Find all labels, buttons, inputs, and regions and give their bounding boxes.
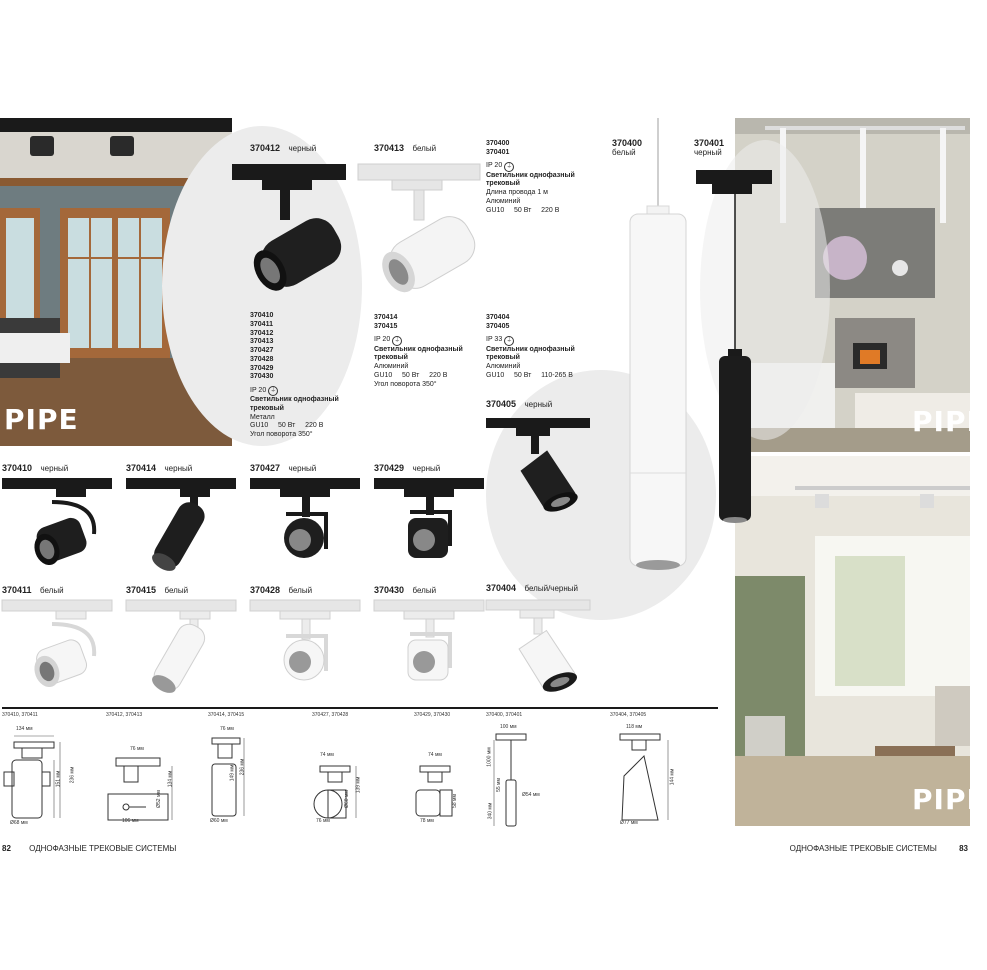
spotlight-image-370430 <box>374 596 486 696</box>
product-color: белый <box>164 586 189 595</box>
drawing-3 <box>208 712 308 830</box>
dim-label: 100 мм <box>500 724 517 730</box>
spec-line: Алюминий <box>374 363 409 370</box>
spec-line: Алюминий <box>486 363 521 370</box>
dim-label: 74 мм <box>320 752 334 758</box>
spec-block-3 <box>486 140 575 215</box>
spec-line: GU10 50 Вт 220 В <box>374 371 448 379</box>
dim-label: Ø54 мм <box>522 792 540 798</box>
spotlight-image-370415 <box>126 596 238 696</box>
dim-label: 236 мм <box>239 758 246 776</box>
product-color: черный <box>164 464 193 473</box>
product-code: 370405 <box>486 399 517 409</box>
product-code: 370401 <box>694 138 725 148</box>
footer-left <box>2 844 176 853</box>
product-code: 370412 <box>250 143 281 153</box>
code-line: 370411 <box>250 320 273 328</box>
code-line: 370410 <box>250 312 274 319</box>
dim-label: 151 мм <box>55 770 62 788</box>
spec-line: Алюминий <box>486 197 521 205</box>
spotlight-image-370413 <box>358 160 483 310</box>
code-line: 370427 <box>250 347 274 354</box>
dim-label: 55 мм <box>495 778 502 792</box>
spec-block-1 <box>250 312 339 440</box>
product-color: черный <box>40 464 69 473</box>
dim-label: 74 мм <box>428 752 442 758</box>
ground-icon: ⏚ <box>506 337 513 344</box>
product-code: 370413 <box>374 143 405 153</box>
page-number: 82 <box>2 844 11 853</box>
dim-label: 118 мм <box>626 724 643 730</box>
spec-block-4 <box>486 314 575 381</box>
pendant-image-370400 <box>625 118 695 573</box>
drawing-2 <box>106 712 206 830</box>
spec-block-2 <box>374 314 463 389</box>
code-line: 370412 <box>250 329 274 337</box>
product-color: черный <box>288 464 317 473</box>
drawings-divider <box>2 707 718 709</box>
code-line: 370413 <box>250 338 274 346</box>
spec-line: GU10 50 Вт 110-265 В <box>486 371 573 379</box>
pendant-label-370401 <box>694 138 724 158</box>
product-code: 370428 <box>250 585 281 595</box>
dim-label: 134 мм <box>167 770 174 788</box>
drawing-caption: 370404, 370405 <box>610 712 647 718</box>
drawing-caption: 370412, 370413 <box>106 712 143 718</box>
ip-text: IP 20 <box>374 336 391 344</box>
dim-label: 139 мм <box>355 776 362 794</box>
code-line: 370405 <box>486 322 510 330</box>
product-code: 370411 <box>2 585 32 595</box>
ip-text: IP 33 <box>486 336 503 344</box>
product-color: черный <box>694 148 722 158</box>
product-code: 370414 <box>126 463 157 473</box>
spotlight-image-370405 <box>486 412 596 512</box>
product-code: 370400 <box>612 138 643 148</box>
spotlight-image-370410 <box>2 474 114 574</box>
drawing-caption: 370427, 370428 <box>312 712 349 718</box>
spec-title: Светильник однофазный <box>374 345 463 353</box>
photo-label-right-top: PIPE <box>912 405 987 438</box>
drawing-caption: 370429, 370430 <box>414 712 451 718</box>
spec-title: Светильник однофазный <box>486 345 575 353</box>
spotlight-image-370414 <box>126 474 238 574</box>
product-color: черный <box>412 464 441 473</box>
spec-title: трековый <box>486 180 520 188</box>
code-line: 370428 <box>250 355 274 363</box>
dim-label: Ø60 мм <box>343 790 350 808</box>
drawing-5 <box>414 712 486 830</box>
ip-rating <box>374 336 463 346</box>
dim-label: 236 мм <box>69 766 76 784</box>
product-color: черный <box>288 144 317 153</box>
page-number: 83 <box>959 844 968 853</box>
dim-label: 134 мм <box>16 726 33 732</box>
photo-label-right-bottom: PIPE <box>912 783 987 816</box>
spotlight-image-370427 <box>250 474 362 574</box>
dim-label: 76 мм <box>220 726 234 732</box>
product-code: 370429 <box>374 463 405 473</box>
product-color: белый <box>612 148 636 158</box>
drawing-7 <box>610 712 710 830</box>
dim-label: 106 мм <box>122 818 139 824</box>
drawing-caption: 370400, 370401 <box>486 712 523 718</box>
page-footer-title: ОДНОФАЗНЫЕ ТРЕКОВЫЕ СИСТЕМЫ <box>789 844 937 853</box>
product-color: белый <box>412 586 437 595</box>
product-label-370405 <box>486 394 552 412</box>
product-label-370413 <box>374 138 436 156</box>
spec-title: Светильник однофазный <box>486 171 575 179</box>
product-code: 370430 <box>374 585 405 595</box>
ground-icon: ⏚ <box>506 163 513 170</box>
drawing-1 <box>2 712 102 830</box>
spec-line: GU10 50 Вт 220 В <box>250 422 324 430</box>
spec-title: трековый <box>486 354 520 362</box>
code-line: 370430 <box>250 373 274 381</box>
dim-label: 76 мм <box>316 818 330 824</box>
code-line: 370404 <box>486 314 510 321</box>
code-line: 370429 <box>250 364 274 372</box>
spotlight-image-370429 <box>374 474 486 574</box>
dim-label: 340 мм <box>487 802 494 820</box>
footer-right <box>790 844 968 853</box>
spec-line: Металл <box>250 413 275 421</box>
drawing-4 <box>312 712 412 830</box>
spec-line: Угол поворота 350° <box>374 380 437 388</box>
code-line: 370414 <box>374 314 398 321</box>
product-color: белый <box>288 586 313 595</box>
spotlight-image-370412 <box>232 160 350 310</box>
ground-icon: ⏚ <box>394 337 401 344</box>
dim-label: 58 мм <box>451 794 458 808</box>
ip-rating <box>486 162 575 172</box>
ip-text: IP 20 <box>250 386 267 394</box>
drawing-caption: 370414, 370415 <box>208 712 245 718</box>
spec-title: трековый <box>250 404 284 412</box>
page-footer-title: ОДНОФАЗНЫЕ ТРЕКОВЫЕ СИСТЕМЫ <box>29 844 177 853</box>
product-code: 370410 <box>2 463 33 473</box>
ground-icon: ⏚ <box>270 388 277 394</box>
spotlight-image-370428 <box>250 596 362 696</box>
dim-label: 76 мм <box>130 746 144 752</box>
dim-label: Ø52 мм <box>155 790 162 808</box>
product-code: 370404 <box>486 583 517 593</box>
product-color: белый/черный <box>524 584 578 593</box>
pendant-image-370401 <box>694 166 778 526</box>
photo-label-left: PIPE <box>4 403 79 436</box>
code-line: 370415 <box>374 322 398 330</box>
product-label-370412 <box>250 138 316 156</box>
dim-label: Ø60 мм <box>210 818 228 824</box>
code-line: 370400 <box>486 140 510 147</box>
dim-label: Ø77 мм <box>620 820 638 826</box>
product-color: белый <box>40 586 64 595</box>
dim-label: 1000 мм <box>486 747 493 767</box>
code-line: 370401 <box>486 148 510 156</box>
spotlight-image-370411 <box>2 596 114 696</box>
ip-text: IP 20 <box>486 162 503 170</box>
spec-line: Длина провода 1 м <box>486 189 548 196</box>
product-color: черный <box>524 400 553 409</box>
spec-title: трековый <box>374 354 408 362</box>
ip-rating <box>250 386 339 396</box>
dim-label: 149 мм <box>229 764 236 782</box>
dim-label: 78 мм <box>420 818 434 824</box>
product-code: 370427 <box>250 463 281 473</box>
product-color: белый <box>412 144 437 153</box>
product-code: 370415 <box>126 585 157 595</box>
dim-label: 144 мм <box>669 768 676 786</box>
spec-line: GU10 50 Вт 220 В <box>486 206 560 214</box>
ip-rating <box>486 336 575 346</box>
drawing-caption: 370410, 370411 <box>2 712 38 718</box>
drawing-6 <box>486 712 586 830</box>
spec-line: Угол поворота 350° <box>250 431 313 438</box>
spec-title: Светильник однофазный <box>250 396 339 403</box>
dim-label: Ø68 мм <box>10 820 28 826</box>
spotlight-image-370404 <box>486 594 598 694</box>
